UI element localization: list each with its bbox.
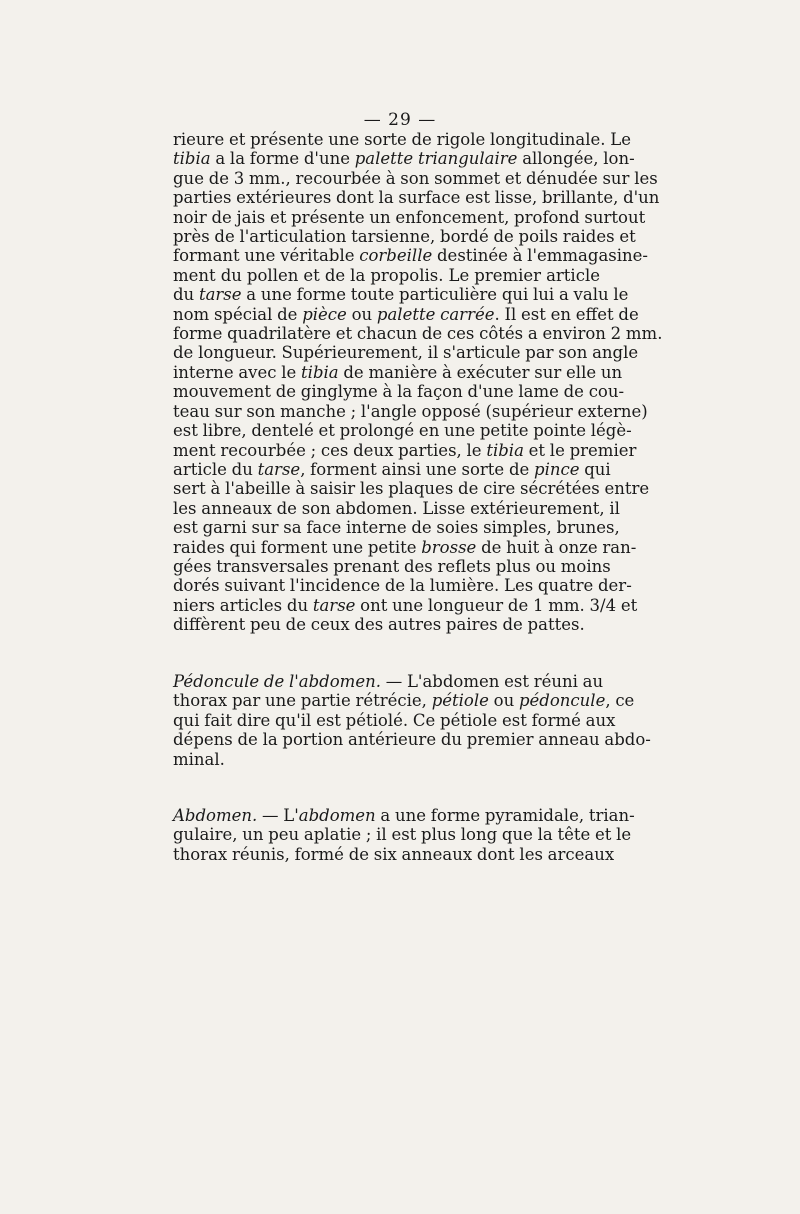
- text-line: est garni sur sa face interne de soies simples, brunes,: [173, 518, 620, 538]
- text-line: formant une véritable corbeille destinée à l'emmagasine-: [173, 246, 648, 266]
- text-line: gées transversales prenant des reflets plus ou moins: [173, 556, 611, 576]
- text-line: rieure et présente une sorte de rigole longitudinale. Le: [173, 130, 632, 149]
- text-line: diffèrent peu de ceux des autres paires de pattes.: [173, 615, 585, 635]
- text-line: gue de 3 mm., recourbée à son sommet et dénudée sur les: [173, 168, 658, 188]
- text-line: mouvement de ginglyme à la façon d'une lame de cou-: [173, 382, 625, 402]
- text-line: article du tarse, forment ainsi une sorte de pince qui: [173, 459, 611, 479]
- text-line: ment recourbée ; ces deux parties, le tibia et le premier: [173, 440, 637, 460]
- text-line: noir de jais et présente un enfoncement, profond surtout: [173, 207, 646, 227]
- text-line: minal.: [173, 749, 225, 769]
- text-line: thorax par une partie rétrécie, pétiole ou pédoncule, ce: [173, 691, 635, 711]
- text-line: raides qui forment une petite brosse de huit à onze ran-: [173, 537, 637, 557]
- paragraph-abdomen: [173, 806, 635, 864]
- text-line: nom spécial de pièce ou palette carrée. Il est en effet de: [173, 304, 639, 324]
- text-line: qui fait dire qu'il est pétiolé. Ce pétiole est formé aux: [173, 710, 616, 730]
- text-line: teau sur son manche ; l'angle opposé (supérieur externe): [173, 401, 648, 421]
- text-line: tibia a la forme d'une palette triangulaire allongée, lon-: [173, 149, 635, 169]
- text-line: du tarse a une forme toute particulière qui lui a valu le: [173, 285, 629, 305]
- text-line: dépens de la portion antérieure du premier anneau abdo-: [173, 730, 651, 750]
- text-line: ment du pollen et de la propolis. Le premier article: [173, 265, 600, 285]
- text-line: thorax réunis, formé de six anneaux dont les arceaux: [173, 844, 615, 864]
- text-line: Pédoncule de l'abdomen. — L'abdomen est réuni au: [173, 672, 604, 691]
- page-number: — 29 —: [363, 110, 437, 130]
- text-line: dorés suivant l'incidence de la lumière. Les quatre der-: [173, 576, 632, 596]
- text-line: les anneaux de son abdomen. Lisse extérieurement, il: [173, 498, 620, 518]
- text-line: forme quadrilatère et chacun de ces côtés a environ 2 mm.: [173, 324, 663, 344]
- text-line: Abdomen. — L'abdomen a une forme pyramidale, trian-: [173, 806, 635, 825]
- text-line: gulaire, un peu aplatie ; il est plus long que la tête et le: [173, 825, 632, 845]
- paragraph-tibia-tarse: [173, 130, 663, 635]
- text-line: sert à l'abeille à saisir les plaques de cire sécrétées entre: [173, 479, 650, 499]
- paragraph-pedoncule: [173, 672, 651, 769]
- text-line: parties extérieures dont la surface est lisse, brillante, d'un: [173, 188, 660, 208]
- text-line: de longueur. Supérieurement, il s'articule par son angle: [173, 343, 639, 363]
- text-line: est libre, dentelé et prolongé en une petite pointe légè-: [173, 421, 632, 441]
- text-line: près de l'articulation tarsienne, bordé de poils raides et: [173, 227, 636, 247]
- text-line: interne avec le tibia de manière à exécuter sur elle un: [173, 362, 623, 382]
- text-line: niers articles du tarse ont une longueur de 1 mm. 3/4 et: [173, 595, 638, 615]
